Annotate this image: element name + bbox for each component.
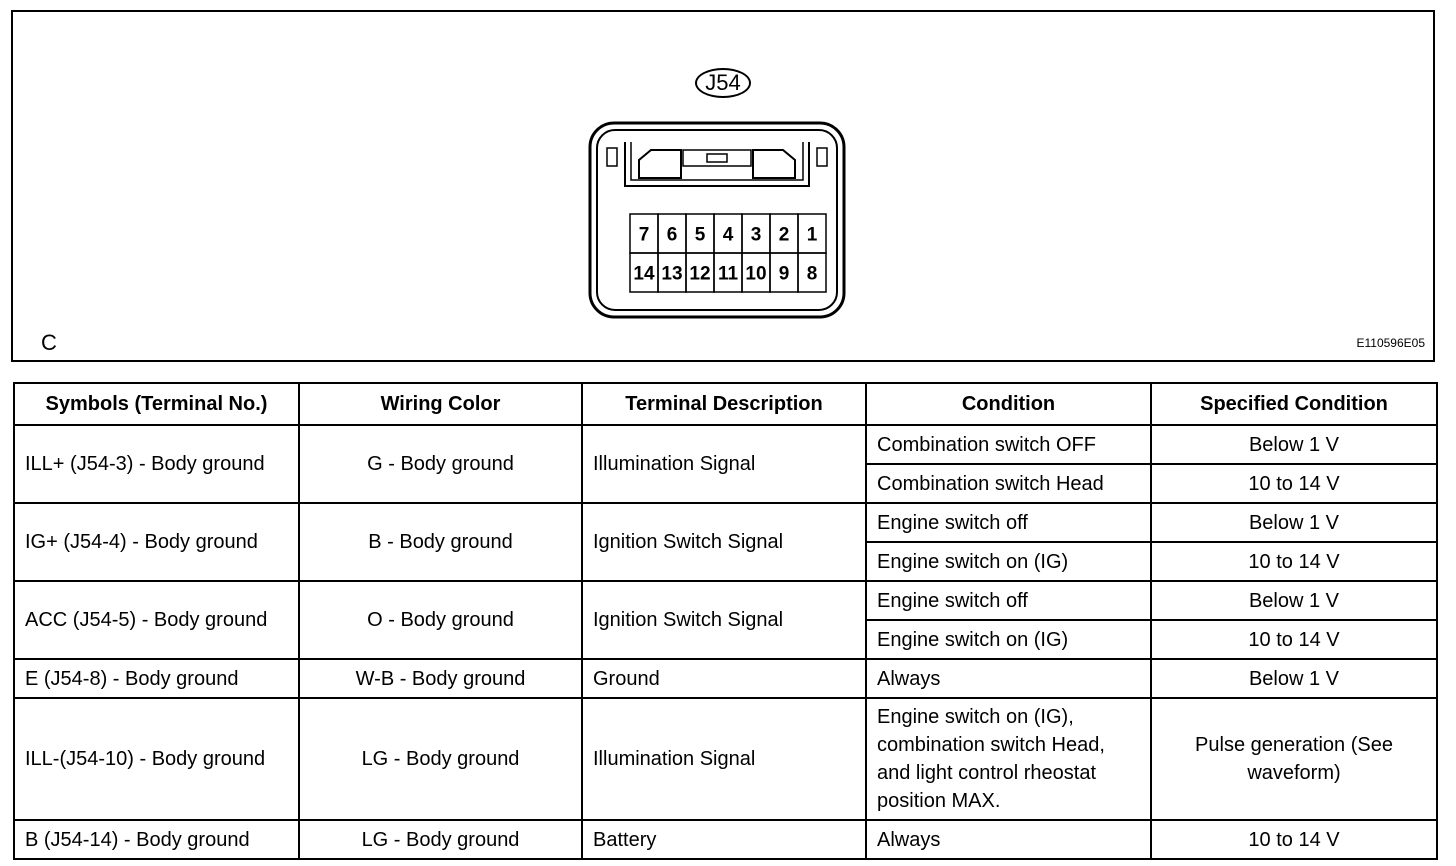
pin-label: 3 bbox=[750, 224, 762, 246]
table-row bbox=[14, 820, 1437, 859]
wiring-cell: LG - Body ground bbox=[299, 698, 582, 820]
condition-cell: Engine switch off bbox=[866, 581, 1151, 620]
wiring-cell: W-B - Body ground bbox=[299, 659, 582, 698]
figure-letter: C bbox=[41, 330, 57, 355]
spec-cell: Below 1 V bbox=[1151, 503, 1437, 542]
terminal-table bbox=[13, 382, 1438, 860]
spec-cell: 10 to 14 V bbox=[1151, 620, 1437, 659]
condition-cell: Engine switch on (IG), combination switch Head, and light control rheostat position MAX. bbox=[866, 698, 1151, 820]
condition-cell: Always bbox=[866, 659, 1151, 698]
pin-label: 2 bbox=[778, 224, 790, 246]
header-condition: Condition bbox=[866, 383, 1151, 425]
pin-label: 9 bbox=[778, 263, 790, 285]
pin-label: 11 bbox=[717, 263, 739, 285]
pin-grid bbox=[630, 214, 826, 292]
condition-cell: Always bbox=[866, 820, 1151, 859]
table-row bbox=[14, 698, 1437, 820]
pin-label: 14 bbox=[633, 263, 655, 285]
wiring-cell: O - Body ground bbox=[299, 581, 582, 659]
description-cell: Ignition Switch Signal bbox=[582, 581, 866, 659]
symbol-cell: IG+ (J54-4) - Body ground bbox=[14, 503, 299, 581]
pin-label: 6 bbox=[666, 224, 678, 246]
condition-cell: Engine switch on (IG) bbox=[866, 620, 1151, 659]
wiring-cell: LG - Body ground bbox=[299, 820, 582, 859]
spec-cell: 10 to 14 V bbox=[1151, 820, 1437, 859]
symbol-cell: E (J54-8) - Body ground bbox=[14, 659, 299, 698]
condition-cell: Combination switch Head bbox=[866, 464, 1151, 503]
pin-label: 13 bbox=[661, 263, 683, 285]
description-cell: Ignition Switch Signal bbox=[582, 503, 866, 581]
spec-cell: 10 to 14 V bbox=[1151, 464, 1437, 503]
table-row bbox=[14, 425, 1437, 464]
header-wiring-color: Wiring Color bbox=[299, 383, 582, 425]
pin-label: 5 bbox=[694, 224, 706, 246]
description-cell: Battery bbox=[582, 820, 866, 859]
pin-label: 1 bbox=[806, 224, 818, 246]
connector-drawing bbox=[587, 120, 859, 330]
description-cell: Illumination Signal bbox=[582, 425, 866, 503]
table-header-row bbox=[14, 383, 1437, 425]
pin-label: 8 bbox=[806, 263, 818, 285]
pin-label: 4 bbox=[722, 224, 734, 246]
symbol-cell: ACC (J54-5) - Body ground bbox=[14, 581, 299, 659]
symbol-cell: ILL-(J54-10) - Body ground bbox=[14, 698, 299, 820]
condition-cell: Engine switch off bbox=[866, 503, 1151, 542]
header-terminal-description: Terminal Description bbox=[582, 383, 866, 425]
spec-cell: Pulse generation (See waveform) bbox=[1151, 698, 1437, 820]
spec-cell: Below 1 V bbox=[1151, 581, 1437, 620]
spec-cell: 10 to 14 V bbox=[1151, 542, 1437, 581]
symbol-cell: ILL+ (J54-3) - Body ground bbox=[14, 425, 299, 503]
symbol-cell: B (J54-14) - Body ground bbox=[14, 820, 299, 859]
pin-label: 7 bbox=[638, 224, 650, 246]
spec-cell: Below 1 V bbox=[1151, 659, 1437, 698]
description-cell: Illumination Signal bbox=[582, 698, 866, 820]
condition-cell: Combination switch OFF bbox=[866, 425, 1151, 464]
connector-figure bbox=[11, 10, 1435, 362]
connector-id-label: J54 bbox=[695, 68, 751, 98]
wiring-cell: B - Body ground bbox=[299, 503, 582, 581]
header-specified-condition: Specified Condition bbox=[1151, 383, 1437, 425]
table-row bbox=[14, 659, 1437, 698]
header-symbols: Symbols (Terminal No.) bbox=[14, 383, 299, 425]
spec-cell: Below 1 V bbox=[1151, 425, 1437, 464]
pin-label: 12 bbox=[689, 263, 711, 285]
wiring-cell: G - Body ground bbox=[299, 425, 582, 503]
table-row bbox=[14, 581, 1437, 620]
description-cell: Ground bbox=[582, 659, 866, 698]
condition-cell: Engine switch on (IG) bbox=[866, 542, 1151, 581]
figure-code: E110596E05 bbox=[1356, 336, 1425, 350]
pin-label: 10 bbox=[745, 263, 767, 285]
table-row bbox=[14, 503, 1437, 542]
